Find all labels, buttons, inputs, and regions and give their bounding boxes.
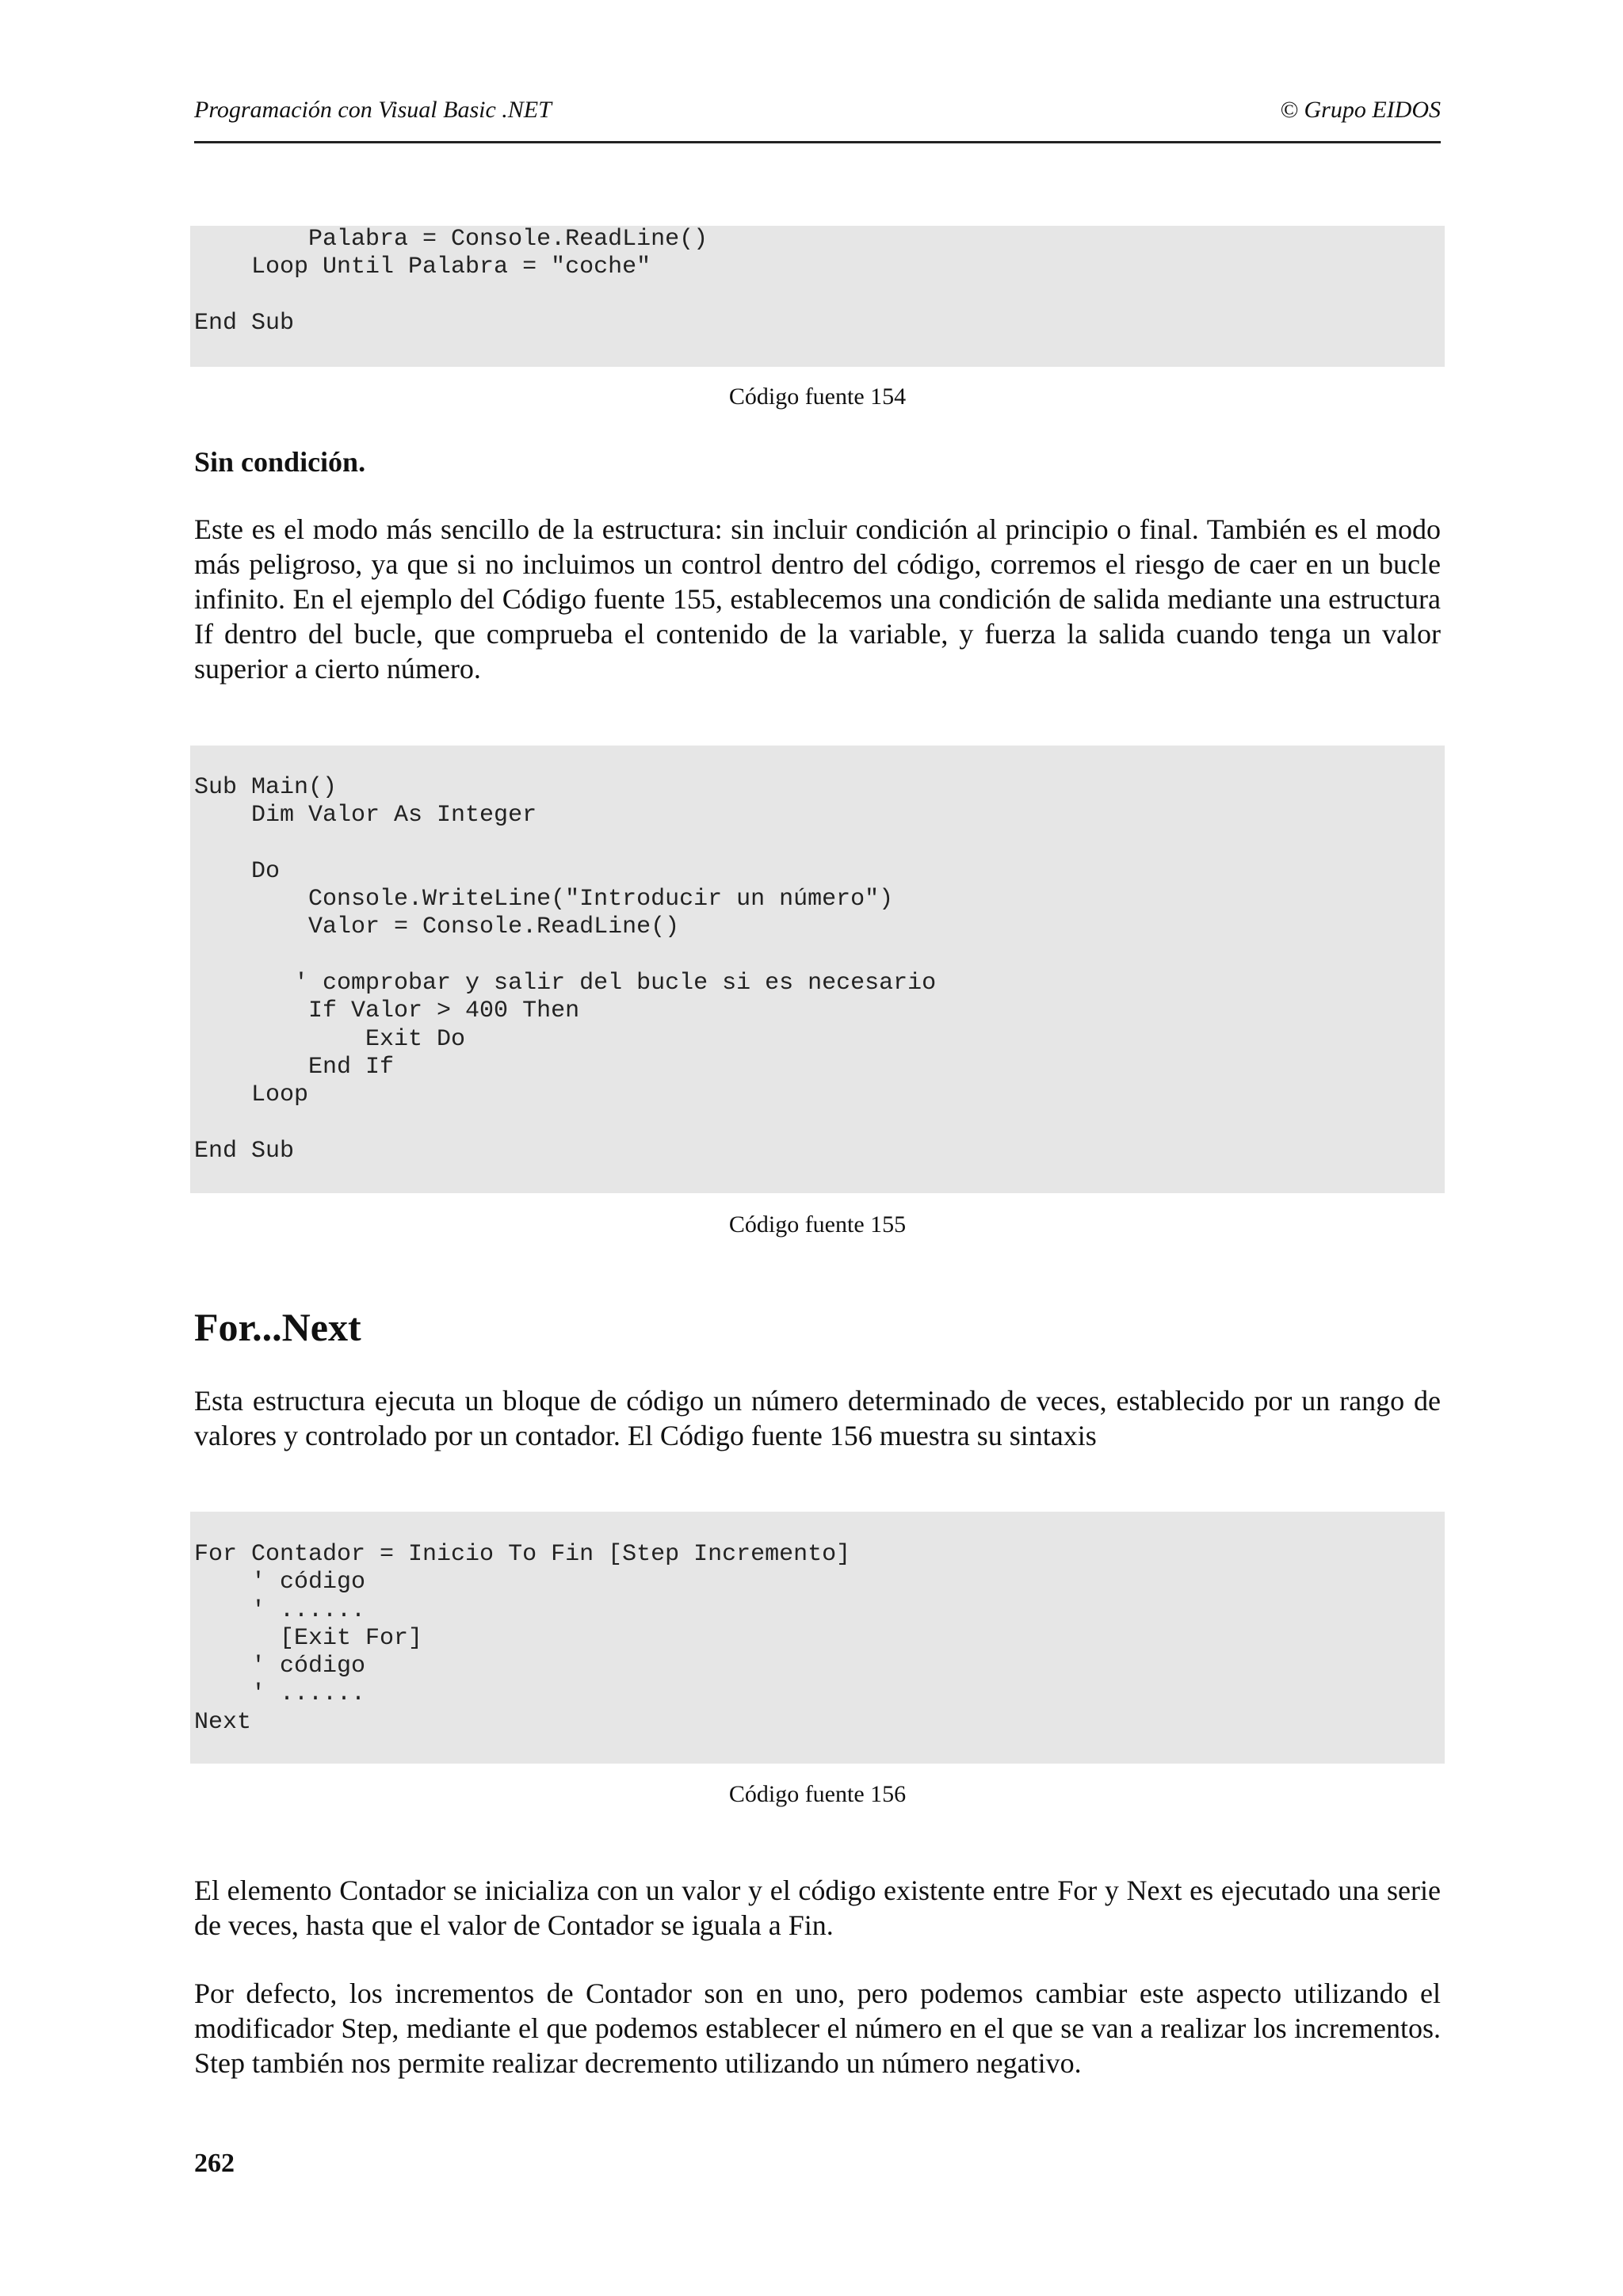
code-block-154: Palabra = Console.ReadLine() Loop Until Palabra = "coche" End Sub — [190, 226, 1445, 367]
page-number: 262 — [194, 2149, 235, 2178]
paragraph-sin-condicion: Este es el modo más sencillo de la estructura: sin incluir condición al principio o final. También es el modo más peligroso, ya que si no incluimos un control dentro del código, corremos el riesgo de caer en un bucle infinito. En el ejemplo del Código fuente 155, establecemos una condición de salida mediante una estructura If dentro del bucle, que comprueba el contenido de la variable, y fuerza la salida cuando tenga un valor superior a cierto número. — [194, 513, 1441, 685]
section-heading: For...Next — [194, 1305, 361, 1349]
paragraph-for-next: Esta estructura ejecuta un bloque de código un número determinado de veces, establecido por un rango de valores y controlado por un contador. El Código fuente 156 muestra su sintaxis — [194, 1385, 1441, 1451]
caption-154: Código fuente 154 — [728, 383, 907, 410]
paragraph-step: Por defecto, los incrementos de Contador son en uno, pero podemos cambiar este aspecto utilizando el modificador Step, mediante el que podemos establecer el número en el que se van a realizar los incrementos. Step también nos permite realizar decremento utilizando un número negativo. — [194, 1978, 1441, 2079]
subsection-title: Sin condición. — [194, 446, 366, 478]
book-title: Programación con Visual Basic .NET — [194, 97, 552, 123]
publisher-credit: © Grupo EIDOS — [1280, 97, 1441, 123]
code-block-155: Sub Main() Dim Valor As Integer Do Console.WriteLine("Introducir un número") Valor = Console.ReadLine() ' comprobar y salir del bucle si es necesario If Valor > 400 Then Exit Do End If Loop End Sub — [190, 746, 1445, 1193]
caption-155: Código fuente 155 — [728, 1211, 907, 1238]
paragraph-contador: El elemento Contador se inicializa con un valor y el código existente entre For y Next es ejecutado una serie de veces, hasta que el valor de Contador se iguala a Fin. — [194, 1875, 1441, 1941]
page-header — [194, 93, 1441, 143]
code-block-156: For Contador = Inicio To Fin [Step Incremento] ' código ' ...... [Exit For] ' código ' ...... Next — [190, 1512, 1445, 1764]
caption-156: Código fuente 156 — [728, 1781, 907, 1807]
